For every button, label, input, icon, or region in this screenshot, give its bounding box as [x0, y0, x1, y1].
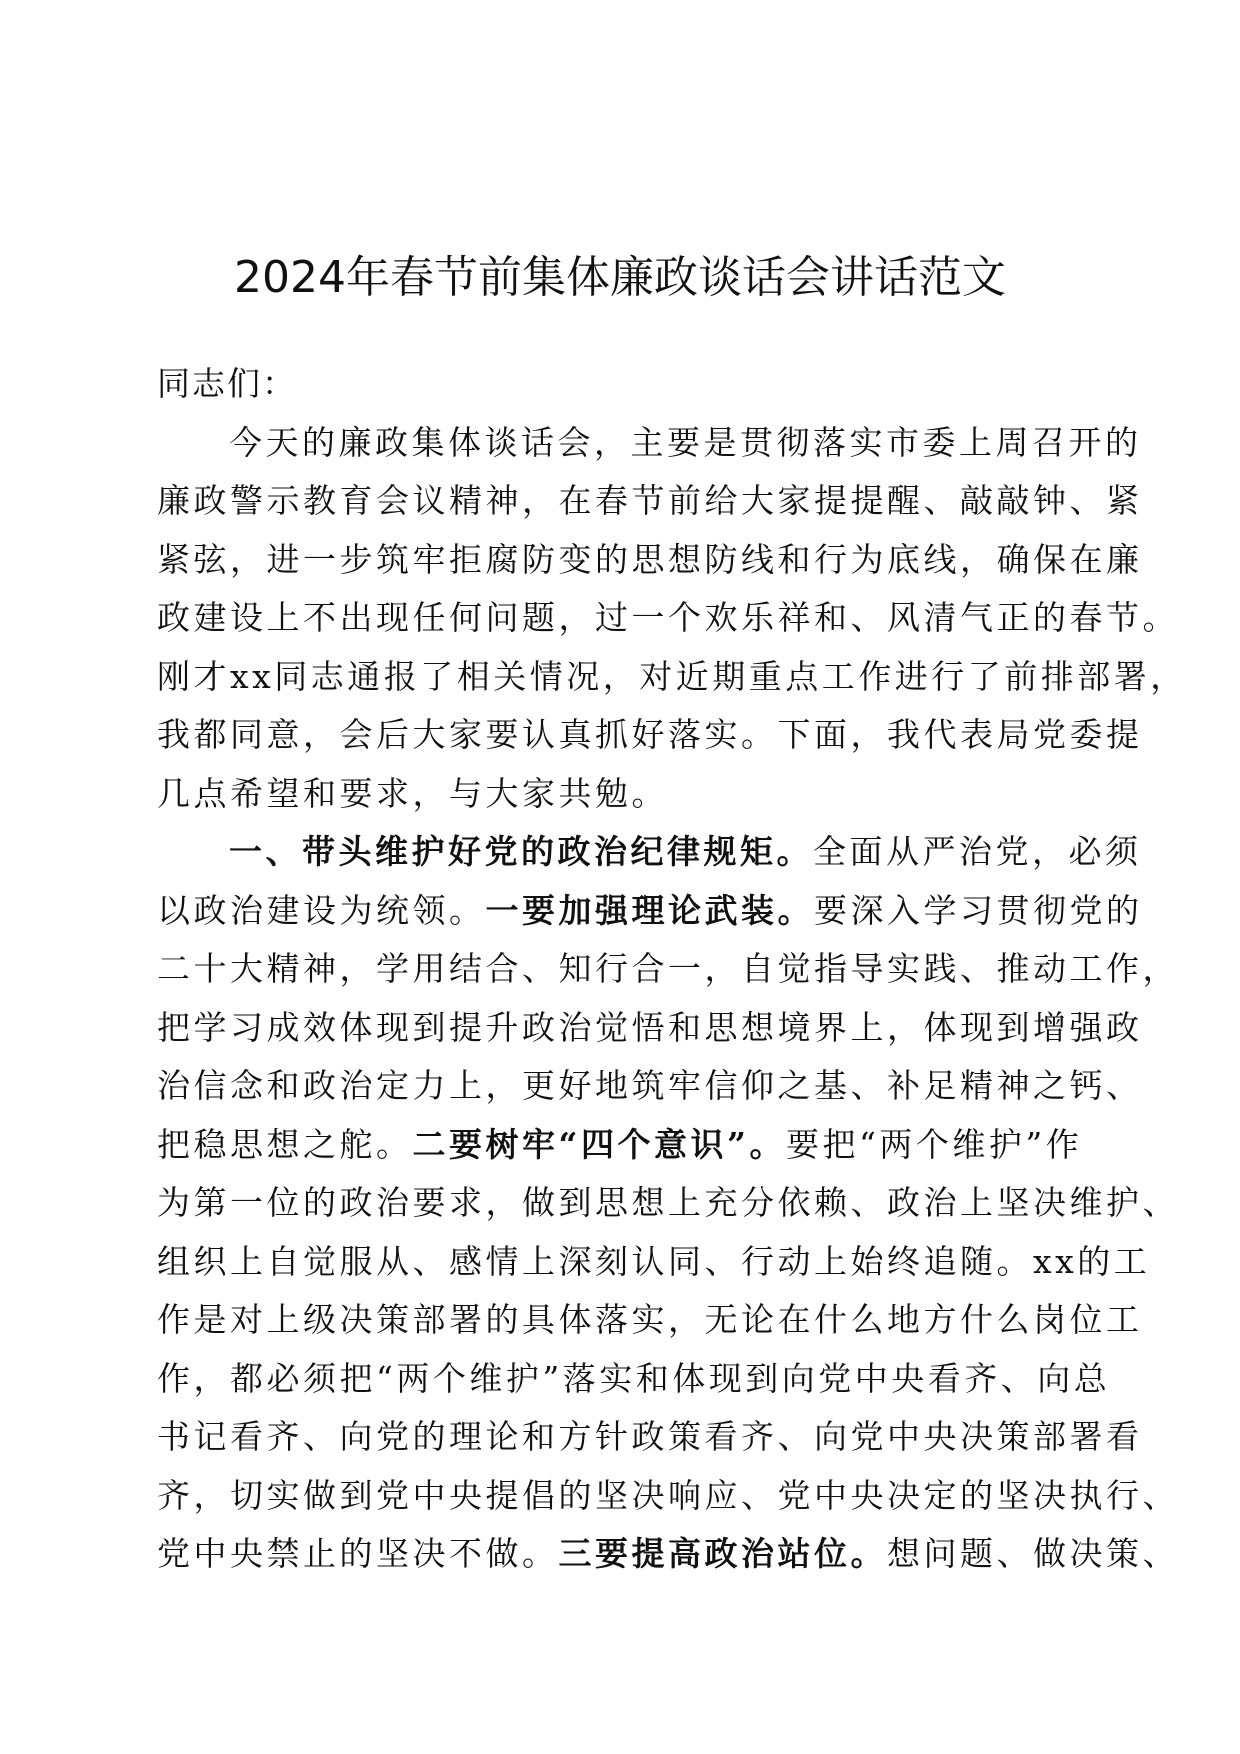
text-run: 把稳思想之舵。 [157, 1124, 413, 1164]
paragraph-line [157, 1525, 1179, 1584]
text-run: 齐，切实做到党中央提倡的坚决响应、党中央决定的坚决执行、 [157, 1475, 1179, 1515]
paragraph-line [157, 1350, 1111, 1409]
text-run: 我都同意，会后大家要认真抓好落实。下面，我代表局党委提 [157, 715, 1143, 754]
document-title: 2024年春节前集体廉政谈话会讲话范文 [234, 252, 1006, 303]
document-body [157, 355, 1187, 1584]
paragraph-line [157, 765, 1087, 824]
text-run: 二十大精神，学用结合、知行合一，自觉指导实践、推动工作， [157, 949, 1179, 988]
paragraph-line [157, 1291, 1143, 1350]
text-run: 想问题、做决策、 [887, 1534, 1179, 1573]
point-heading: 一要加强理论武装。 [485, 890, 814, 930]
text-run: 治信念和政治定力上，更好地筑牢信仰之基、补足精神之钙、 [157, 1066, 1143, 1105]
text-run: 作是对上级决策部署的具体落实，无论在什么地方什么岗位工 [157, 1300, 1143, 1339]
paragraph-line [157, 706, 1143, 765]
paragraph-line [157, 648, 1187, 707]
paragraph-line [157, 589, 1179, 648]
text-run: 廉政警示教育会议精神，在春节前给大家提提醒、敲敲钟、紧 [157, 481, 1143, 520]
paragraph-line [157, 531, 1143, 590]
paragraph-line [157, 414, 1142, 473]
text-run: 为第一位的政治要求，做到思想上充分依赖、政治上坚决维护、 [157, 1183, 1179, 1222]
text-run: 党中央禁止的坚决不做。 [157, 1534, 559, 1573]
paragraph-line [157, 882, 1143, 941]
section-heading: 一、带头维护好党的政治纪律规矩。 [229, 832, 813, 871]
text-run: 组织上自觉服从、感情上深刻认同、行动上始终追随。xx的工 [157, 1241, 1151, 1281]
paragraph-line [157, 1467, 1179, 1526]
text-run: 要把“两个维护”作 [785, 1124, 1083, 1164]
paragraph-line [157, 1174, 1179, 1233]
section-heading-line [157, 823, 1142, 882]
text-run: 今天的廉政集体谈话会，主要是贯彻落实市委上周召开的 [229, 422, 1142, 462]
text-run: 要深入学习贯彻党的 [814, 890, 1143, 930]
paragraph-line [157, 1116, 1087, 1175]
paragraph-line [157, 1408, 1143, 1467]
text-run: 书记看齐、向党的理论和方针政策看齐、向党中央决策部署看 [157, 1417, 1143, 1456]
text-run: 把学习成效体现到提升政治觉悟和思想境界上，体现到增强政 [157, 1007, 1143, 1047]
paragraph-line [157, 999, 1143, 1058]
text-run: 政建设上不出现任何问题，过一个欢乐祥和、风清气正的春节。 [157, 598, 1179, 637]
point-heading: 二要树牢“四个意识”。 [412, 1124, 786, 1164]
text-run: 刚才xx同志通报了相关情况，对近期重点工作进行了前排部署， [157, 656, 1187, 696]
text-run: 全面从严治党，必须 [813, 832, 1142, 871]
text-run: 以政治建设为统领。 [157, 890, 486, 930]
text-run: 紧弦，进一步筑牢拒腐防变的思想防线和行为底线，确保在廉 [157, 539, 1143, 579]
paragraph-line [157, 940, 1179, 999]
text-run: 作，都必须把“两个维护”落实和体现到向党中央看齐、向总 [157, 1358, 1111, 1398]
paragraph-line [157, 472, 1143, 531]
point-heading: 三要提高政治站位。 [558, 1534, 887, 1573]
paragraph-line [157, 1057, 1143, 1116]
paragraph-line [157, 1233, 1151, 1292]
text-run: 几点希望和要求，与大家共勉。 [157, 773, 668, 813]
salutation: 同志们： [157, 364, 297, 403]
